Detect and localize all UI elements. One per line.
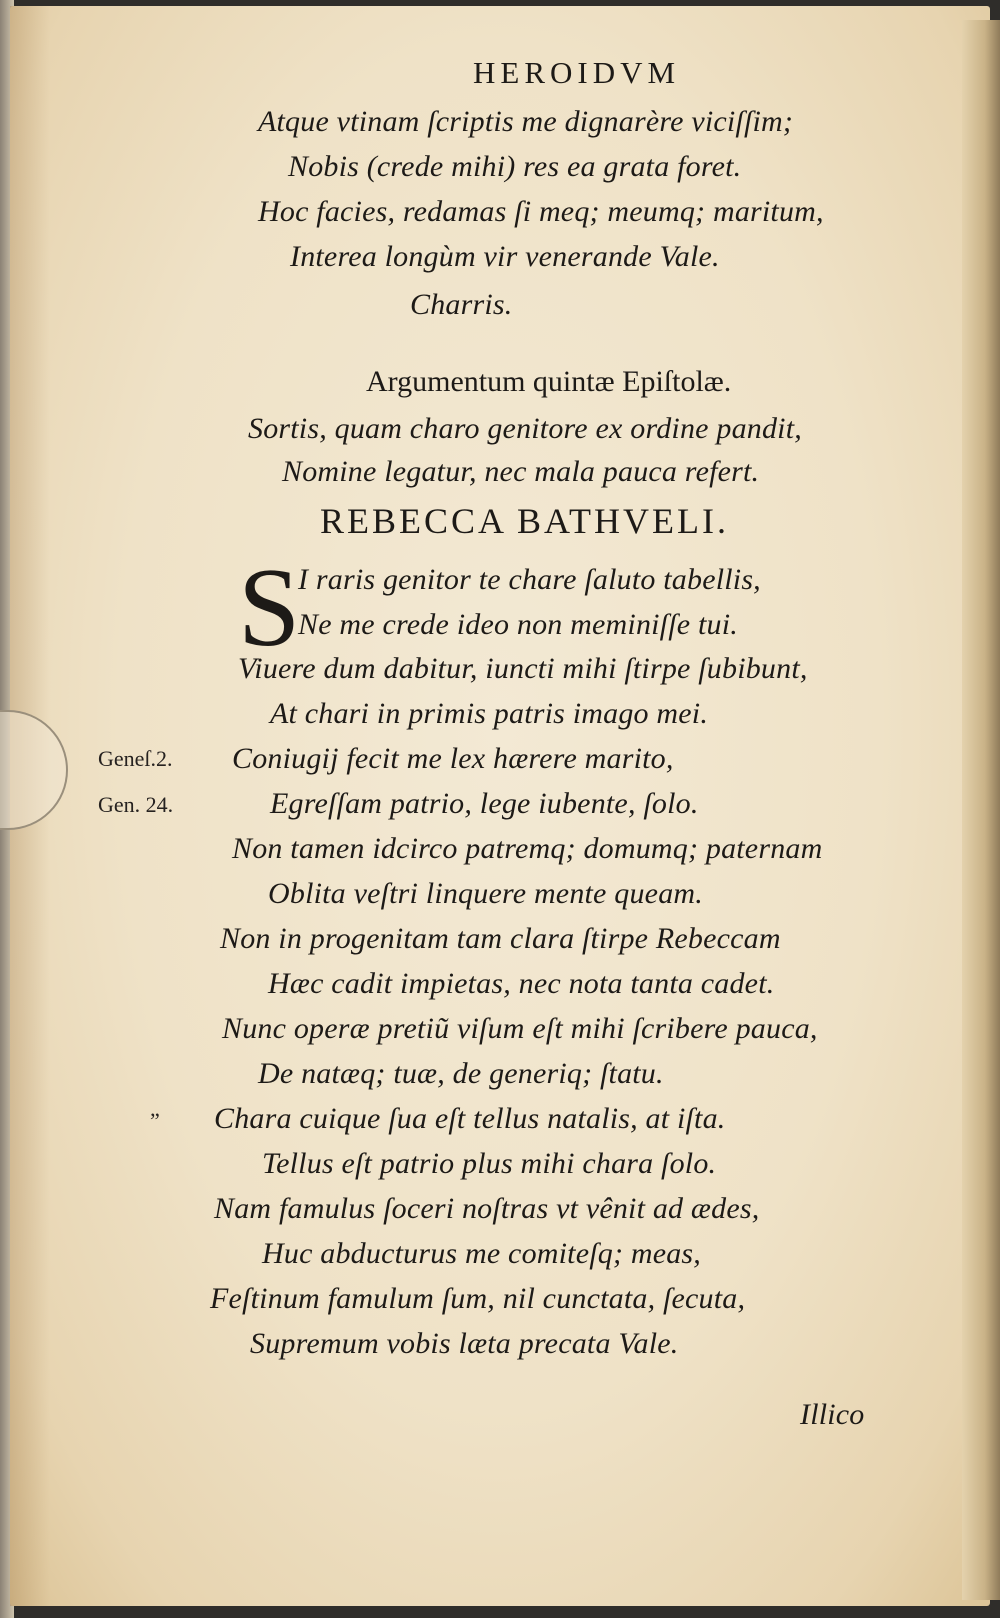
argument-verse: Sortis, quam charo genitore ex ordine pandit, xyxy=(248,412,802,445)
running-head: HEROIDVM xyxy=(473,55,681,90)
verse-line: De natæq; tuæ, de generiq; ſtatu. xyxy=(258,1057,664,1090)
verse-line: Hæc cadit impietas, nec nota tanta cadet. xyxy=(268,967,775,1000)
verse-line: Supremum vobis læta precata Vale. xyxy=(250,1327,679,1360)
verse-line: Nunc operæ pretiũ viſum eſt mihi ſcribere pauca, xyxy=(222,1012,818,1045)
verse-line: Ne me crede ideo non meminiſſe tui. xyxy=(298,608,738,641)
verse-line: Chara cuique ſua eſt tellus natalis, at iſta. xyxy=(214,1102,726,1135)
verse-line: Egreſſam patrio, lege iubente, ſolo. xyxy=(270,787,699,820)
verse-line: Tellus eſt patrio plus mihi chara ſolo. xyxy=(262,1147,717,1180)
verse-line: Oblita veſtri linquere mente queam. xyxy=(268,877,703,910)
argument-title: Argumentum quintæ Epiſtolæ. xyxy=(366,365,732,398)
verse-line: Hoc facies, redamas ſi meq; meumq; maritum, xyxy=(258,195,824,228)
margin-note-genesis-24: Gen. 24. xyxy=(98,792,174,817)
verse-line: Atque vtinam ſcriptis me dignarère viciſſim; xyxy=(258,105,794,138)
verse-line: Nobis (crede mihi) res ea grata foret. xyxy=(288,150,742,183)
verse-line: Non tamen idcirco patremq; domumq; paternam xyxy=(232,832,823,865)
epistle-title: REBECCA BATHVELI. xyxy=(320,501,730,541)
page-fore-edge xyxy=(962,20,1000,1600)
verse-line: Coniugij fecit me lex hærere marito, xyxy=(232,742,674,775)
verse-line-first: I raris genitor te chare ſaluto tabellis, xyxy=(298,563,761,596)
verse-line: Feſtinum famulum ſum, nil cunctata, ſecuta, xyxy=(210,1282,746,1315)
verse-line: Interea longùm vir venerande Vale. xyxy=(290,240,720,273)
verse-line: Huc abducturus me comiteſq; meas, xyxy=(262,1237,702,1270)
author-signature: Charris. xyxy=(410,288,513,321)
verse-line: Nam famulus ſoceri noſtras vt vênit ad ædes, xyxy=(214,1192,760,1225)
drop-cap: S xyxy=(238,546,301,670)
verse-line: Non in progenitam tam clara ſtirpe Rebeccam xyxy=(220,922,781,955)
argument-verse: Nomine legatur, nec mala pauca refert. xyxy=(282,455,760,488)
verse-line: Viuere dum dabitur, iuncti mihi ſtirpe ſubibunt, xyxy=(238,652,808,685)
catchword: Illico xyxy=(800,1398,865,1431)
verse-line: At chari in primis patris imago mei. xyxy=(270,697,709,730)
margin-note-genesis-2: Geneſ.2. xyxy=(98,746,173,771)
margin-quotation-mark: ” xyxy=(150,1108,160,1133)
